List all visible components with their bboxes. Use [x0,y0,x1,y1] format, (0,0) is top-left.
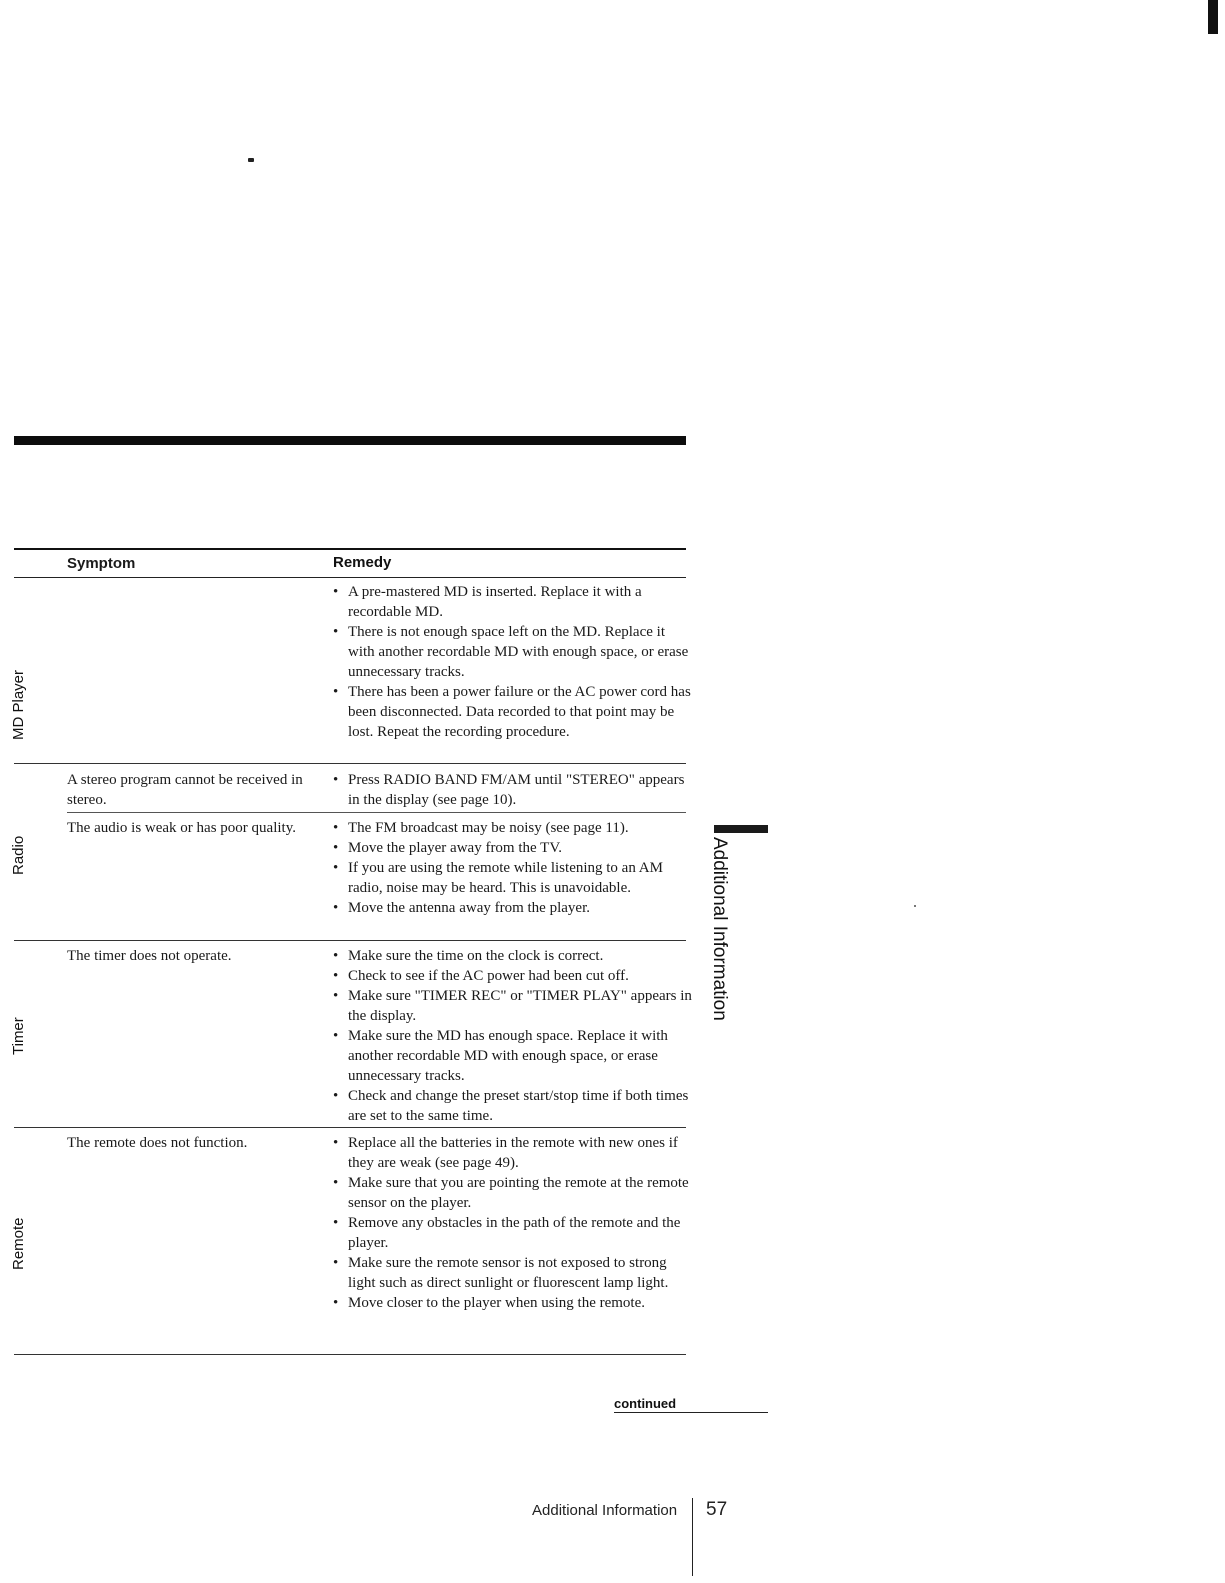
column-header-symptom: Symptom [67,555,136,572]
symptom-timer: The timer does not operate. [67,948,232,964]
section-divider [14,1127,686,1128]
continued-rule [614,1412,768,1413]
section-divider [14,940,686,941]
scan-speck [248,158,254,162]
row-divider [67,812,686,813]
symptom-radio-audio: The audio is weak or has poor quality. [67,820,296,836]
column-header-remedy: Remedy [333,554,392,571]
list-item: • Move closer to the player when using the remote. [333,1293,693,1313]
section-label-remote: Remote [10,1217,27,1270]
list-item: • The FM broadcast may be noisy (see page 11). [333,818,693,838]
list-item: • A pre-mastered MD is inserted. Replace it with a recordable MD. [333,582,693,622]
list-item: • Make sure that you are pointing the remote at the remote sensor on the player. [333,1173,693,1213]
list-item: • Move the antenna away from the player. [333,898,693,918]
list-item: • Remove any obstacles in the path of the remote and the player. [333,1213,693,1253]
page-number: 57 [706,1499,728,1520]
footer-divider [692,1498,693,1576]
remedy-list-radio-audio [333,818,693,918]
remedy-list-md-player [333,582,693,742]
table-bottom-rule [14,1354,686,1355]
section-label-radio: Radio [10,835,27,875]
list-item: • Press RADIO BAND FM/AM until "STEREO" appears in the display (see page 10). [333,770,693,810]
table-header-rule [14,577,686,578]
section-label-md-player: MD Player [10,669,27,740]
list-item: • Check to see if the AC power had been cut off. [333,966,693,986]
remedy-list-radio-stereo [333,770,693,810]
list-item: • There has been a power failure or the AC power cord has been disconnected. Data recorded to that point may be lost. Repeat the recording procedure. [333,682,693,742]
list-item: • There is not enough space left on the MD. Replace it with another recordable MD with enough space, or erase unnecessary tracks. [333,622,693,682]
list-item: • Make sure the MD has enough space. Replace it with another recordable MD with enough space, or erase unnecessary tracks. [333,1026,693,1086]
list-item: • Make sure the time on the clock is correct. [333,946,693,966]
list-item: • If you are using the remote while listening to an AM radio, noise may be heard. This is unavoidable. [333,858,693,898]
side-section-title: Additional Information [709,837,730,1021]
list-item: • Replace all the batteries in the remote with new ones if they are weak (see page 49). [333,1133,693,1173]
section-tab-mark [714,825,768,833]
footer-section-name: Additional Information [532,1502,678,1519]
continued-label: continued [614,1396,677,1411]
symptom-radio-stereo: A stereo program cannot be received in stereo. [67,772,303,808]
section-label-timer: Timer [10,1017,27,1055]
list-item: • Make sure the remote sensor is not exposed to strong light such as direct sunlight or fluorescent lamp light. [333,1253,693,1293]
section-divider [14,763,686,764]
table-top-rule [14,548,686,550]
scan-dot [914,905,916,907]
corner-registration-mark [1208,0,1218,34]
symptom-remote: The remote does not function. [67,1135,248,1151]
remedy-list-remote [333,1133,693,1313]
list-item: • Move the player away from the TV. [333,838,693,858]
remedy-list-timer [333,946,693,1126]
section-top-bar [14,436,686,445]
list-item: • Make sure "TIMER REC" or "TIMER PLAY" appears in the display. [333,986,693,1026]
list-item: • Check and change the preset start/stop time if both times are set to the same time. [333,1086,693,1126]
